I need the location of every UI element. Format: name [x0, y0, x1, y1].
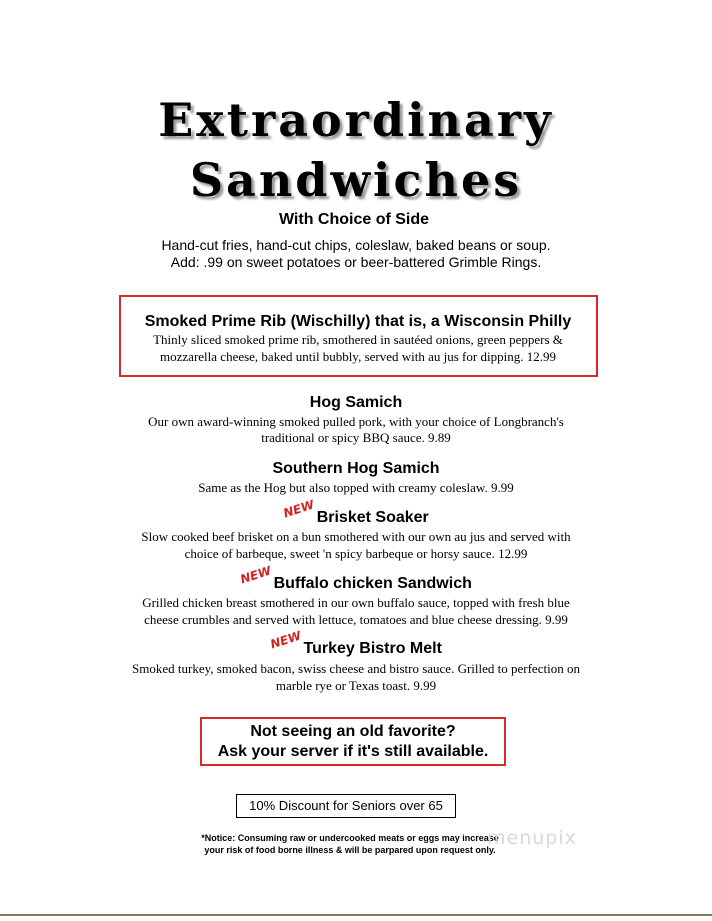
menu-item-desc-line-1: Our own award-winning smoked pulled pork, with your choice of Longbranch's	[148, 414, 564, 429]
menu-item-heading	[0, 628, 712, 659]
menu-item-name: Southern Hog Samich	[272, 460, 440, 477]
featured-item-name: Smoked Prime Rib (Wischilly) that is, a Wisconsin Philly	[144, 313, 572, 330]
subtitle: With Choice of Side	[278, 211, 430, 228]
page-title-line-2: Sandwiches	[189, 153, 523, 207]
menu-item-heading	[0, 497, 712, 528]
menu-item-heading	[0, 563, 712, 594]
page-title-line-1: Extraordinary	[158, 93, 554, 147]
new-badge: NEW	[281, 497, 317, 521]
new-badge: NEW	[268, 628, 303, 652]
new-badge: NEW	[238, 563, 274, 587]
senior-discount: 10% Discount for Seniors over 65	[236, 794, 456, 818]
menu-item-desc-line-2: choice of barbeque, sweet 'n spicy barbeque or horsy sauce. 12.99	[184, 546, 528, 561]
menu-item-name: Hog Samich	[309, 394, 403, 411]
menu-item-desc-line-2: cheese crumbles and served with lettuce, tomatoes and blue cheese dressing. 9.99	[144, 612, 568, 627]
notice-line-2: your risk of food borne illness & will be parpared upon request only.	[204, 845, 496, 855]
callout-line-2: Ask your server if it's still available.	[217, 743, 489, 760]
watermark: menupix	[487, 827, 577, 849]
featured-item-desc-line-2: mozzarella cheese, baked until bubbly, served with au jus for dipping. 12.99	[160, 349, 556, 364]
featured-item-desc-line-1: Thinly sliced smoked prime rib, smothered in sautéed onions, green peppers &	[153, 332, 563, 347]
menu-item-name: Buffalo chicken Sandwich	[273, 575, 472, 592]
sides-add-on: Add: .99 on sweet potatoes or beer-battered Grimble Rings.	[170, 254, 542, 270]
sides-description: Hand-cut fries, hand-cut chips, coleslaw, baked beans or soup.	[161, 237, 551, 253]
menu-item-desc-line-2: traditional or spicy BBQ sauce. 9.89	[261, 430, 451, 445]
callout-line-1: Not seeing an old favorite?	[250, 723, 456, 740]
menu-item-desc-line-1: Grilled chicken breast smothered in our own buffalo sauce, topped with fresh blue	[142, 595, 570, 610]
menu-item-desc-line-1: Same as the Hog but also topped with creamy coleslaw. 9.99	[198, 480, 514, 495]
menu-item-desc-line-1: Slow cooked beef brisket on a bun smothered with our own au jus and served with	[141, 529, 571, 544]
bottom-divider	[0, 914, 712, 916]
menu-item-desc-line-2: marble rye or Texas toast. 9.99	[275, 678, 437, 693]
notice-line-1: *Notice: Consuming raw or undercooked meats or eggs may increase	[201, 833, 499, 843]
menu-item-desc-line-1: Smoked turkey, smoked bacon, swiss cheese and bistro sauce. Grilled to perfection on	[132, 661, 580, 676]
menu-item-name: Brisket Soaker	[316, 509, 429, 526]
menu-item-name: Turkey Bistro Melt	[303, 640, 442, 657]
